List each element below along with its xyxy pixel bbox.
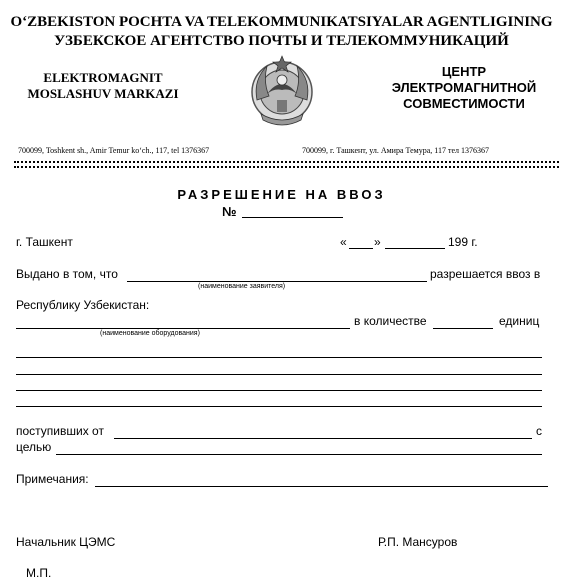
issued-to-label: Выдано в том, что <box>16 267 118 281</box>
signatory-name: Р.П. Мансуров <box>378 535 458 549</box>
center-name-ru <box>370 64 558 112</box>
date-month-field[interactable] <box>385 248 445 249</box>
quantity-field[interactable] <box>433 328 493 329</box>
applicant-caption: (наименование заявителя) <box>198 283 286 290</box>
equipment-line-1[interactable] <box>16 357 542 358</box>
center-name-uz-line1: ELEKTROMAGNIT <box>43 70 163 85</box>
stamp-place-label: М.П. <box>26 566 52 580</box>
permit-number-field[interactable] <box>242 217 343 218</box>
separator-dotted-top <box>14 161 559 163</box>
republic-label: Республику Узбекистан: <box>16 298 150 312</box>
permit-number-label: № <box>222 204 237 219</box>
quantity-label: в количестве <box>354 314 427 328</box>
equipment-line-3[interactable] <box>16 390 542 391</box>
agency-title-uz: O‘ZBEKISTON POCHTA VA TELEKOMMUNIKATSIYALAR AGENTLIGINING <box>10 14 553 30</box>
received-from-label: поступивших от <box>16 424 104 438</box>
received-from-tail: с <box>536 424 542 438</box>
purpose-field[interactable] <box>56 454 542 455</box>
agency-title-ru: УЗБЕКСКОЕ АГЕНТСТВО ПОЧТЫ И ТЕЛЕКОММУНИКАЦИЙ <box>54 33 509 49</box>
center-name-ru-line2: ЭЛЕКТРОМАГНИТНОЙ <box>391 80 537 95</box>
separator-dotted-bottom <box>14 166 559 168</box>
received-from-field[interactable] <box>114 438 532 439</box>
date-open-quote: « <box>340 235 347 249</box>
units-label: единиц <box>499 314 540 328</box>
equipment-line-4[interactable] <box>16 406 542 407</box>
date-day-field[interactable] <box>349 248 373 249</box>
applicant-field[interactable] <box>127 281 427 282</box>
equipment-line-2[interactable] <box>16 374 542 375</box>
city-label: г. Ташкент <box>16 235 73 249</box>
notes-field[interactable] <box>95 486 548 487</box>
equipment-caption: (наименование оборудования) <box>100 330 200 337</box>
document-title: РАЗРЕШЕНИЕ НА ВВОЗ <box>177 187 386 202</box>
address-uz: 700099, Toshkent sh., Amir Temur ko‘ch., 117, tel 1376367 <box>18 146 210 155</box>
chief-title: Начальник ЦЭМС <box>16 535 116 549</box>
center-name-ru-line3: СОВМЕСТИМОСТИ <box>403 96 525 111</box>
notes-label: Примечания: <box>16 472 89 486</box>
date-year-label: 199 г. <box>448 235 478 249</box>
center-name-uz <box>8 70 198 102</box>
state-emblem-icon <box>243 52 321 130</box>
date-close-quote: » <box>374 235 381 249</box>
center-name-ru-line1: ЦЕНТР <box>441 64 487 79</box>
purpose-label: целью <box>16 440 52 454</box>
equipment-field[interactable] <box>16 328 350 329</box>
center-name-uz-line2: MOSLASHUV MARKAZI <box>27 86 179 101</box>
import-allowed-label: разрешается ввоз в <box>430 267 541 281</box>
address-ru: 700099, г. Ташкент, ул. Амира Темура, 117 тел 1376367 <box>302 146 489 155</box>
